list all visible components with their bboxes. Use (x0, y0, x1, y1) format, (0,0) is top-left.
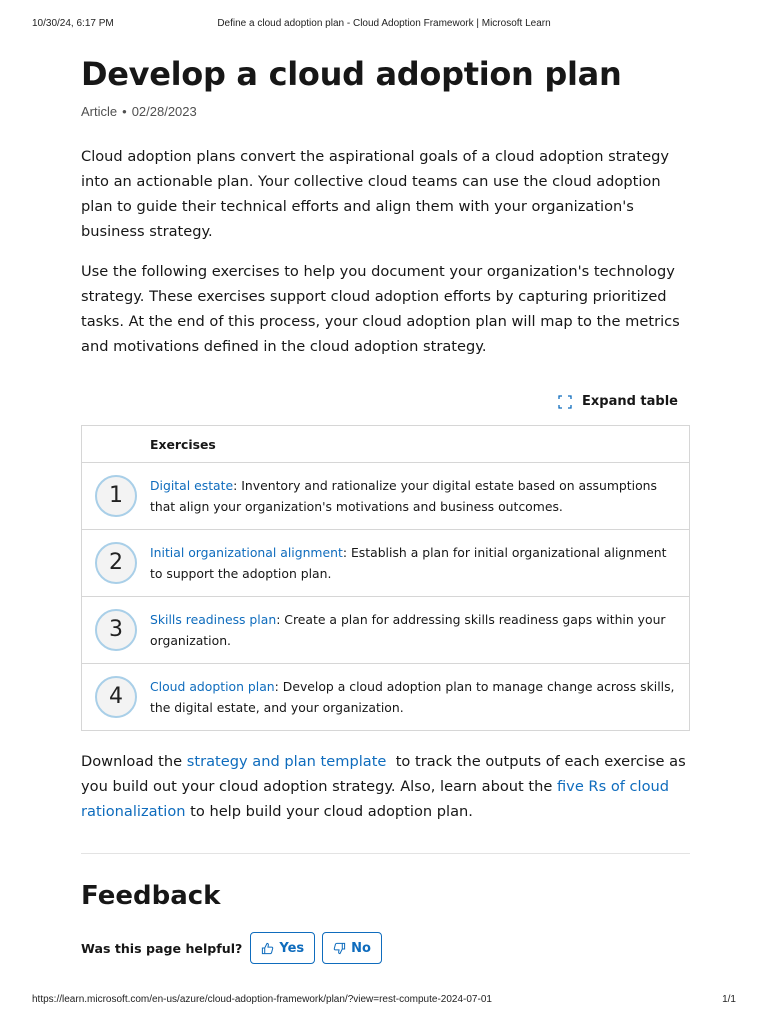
expand-table-button[interactable] (558, 394, 678, 409)
step-number-circle: 2 (95, 542, 137, 584)
exercises-table (81, 425, 690, 731)
download-paragraph (81, 749, 689, 824)
expand-table-label: Expand table (582, 394, 678, 409)
no-button[interactable] (322, 932, 382, 964)
thumbs-down-icon (333, 942, 346, 955)
article-type: Article (81, 104, 118, 119)
thumbs-up-icon (261, 942, 274, 955)
feedback-row (81, 932, 689, 964)
print-timestamp: 10/30/24, 6:17 PM (32, 18, 114, 29)
print-url: https://learn.microsoft.com/en-us/azure/cloud-adoption-framework/plan/?view=rest-compute-2024-07-01 (32, 994, 492, 1005)
download-text-start: Download the (81, 753, 187, 770)
print-header (32, 18, 736, 32)
feedback-question: Was this page helpful? (81, 940, 243, 956)
row-description: : Develop a cloud adoption plan to manage change across skills, the digital estate, and your organization. (150, 679, 675, 715)
table-row (82, 530, 690, 597)
section-divider (81, 853, 690, 854)
print-document-title: Define a cloud adoption plan - Cloud Adoption Framework | Microsoft Learn (217, 18, 551, 29)
digital-estate-link[interactable]: Digital estate (150, 478, 234, 493)
table-row (82, 597, 690, 664)
yes-label: Yes (279, 940, 305, 956)
skills-readiness-plan-link[interactable]: Skills readiness plan (150, 612, 277, 627)
page-title: Develop a cloud adoption plan (81, 55, 622, 93)
table-row (82, 664, 690, 731)
step-number-circle: 4 (95, 676, 137, 718)
no-label: No (351, 940, 371, 956)
exercises-paragraph: Use the following exercises to help you document your organization's technology strategy. These exercises support cloud adoption efforts by capturing prioritized tasks. At the end of this process, your cloud adoption plan will map to the metrics and motivations defined in the cloud adoption strategy. (81, 263, 680, 355)
meta-separator: • (122, 104, 127, 119)
download-text-end: to help build your cloud adoption plan. (185, 803, 473, 820)
cloud-adoption-plan-link[interactable]: Cloud adoption plan (150, 679, 275, 694)
print-footer (32, 994, 736, 1008)
download-text-middle: to track the outputs of each exercise as you build out your cloud adoption strategy. Also, learn about the (81, 753, 691, 795)
step-number-circle: 3 (95, 609, 137, 651)
step-number-circle: 1 (95, 475, 137, 517)
initial-organizational-alignment-link[interactable]: Initial organizational alignment (150, 545, 343, 560)
header-exercises: Exercises (150, 426, 690, 463)
yes-button[interactable] (250, 932, 315, 964)
intro-paragraph: Cloud adoption plans convert the aspirational goals of a cloud adoption strategy into an actionable plan. Your collective cloud teams can use the cloud adoption plan to guide their technical efforts and align them with your organization's business strategy. (81, 148, 669, 240)
feedback-heading: Feedback (81, 881, 221, 911)
article-meta (81, 102, 689, 122)
article-content (81, 52, 689, 964)
article-date: 02/28/2023 (131, 104, 197, 119)
table-row (82, 463, 690, 530)
five-rs-of-cloud-rationalization-link[interactable]: five Rs of cloud rationalization (81, 778, 670, 820)
print-page-number: 1/1 (722, 994, 736, 1005)
table-toolbar (81, 391, 689, 421)
header-number-cell (82, 426, 151, 463)
table-header-row (82, 426, 690, 463)
strategy-and-plan-template-link[interactable]: strategy and plan template (186, 753, 387, 770)
row-description: : Create a plan for addressing skills readiness gaps within your organization. (150, 612, 666, 648)
expand-icon (558, 395, 572, 409)
row-description: : Inventory and rationalize your digital estate based on assumptions that align your organization's motivations and business outcomes. (150, 478, 657, 514)
row-description: : Establish a plan for initial organizational alignment to support the adoption plan. (150, 545, 667, 581)
